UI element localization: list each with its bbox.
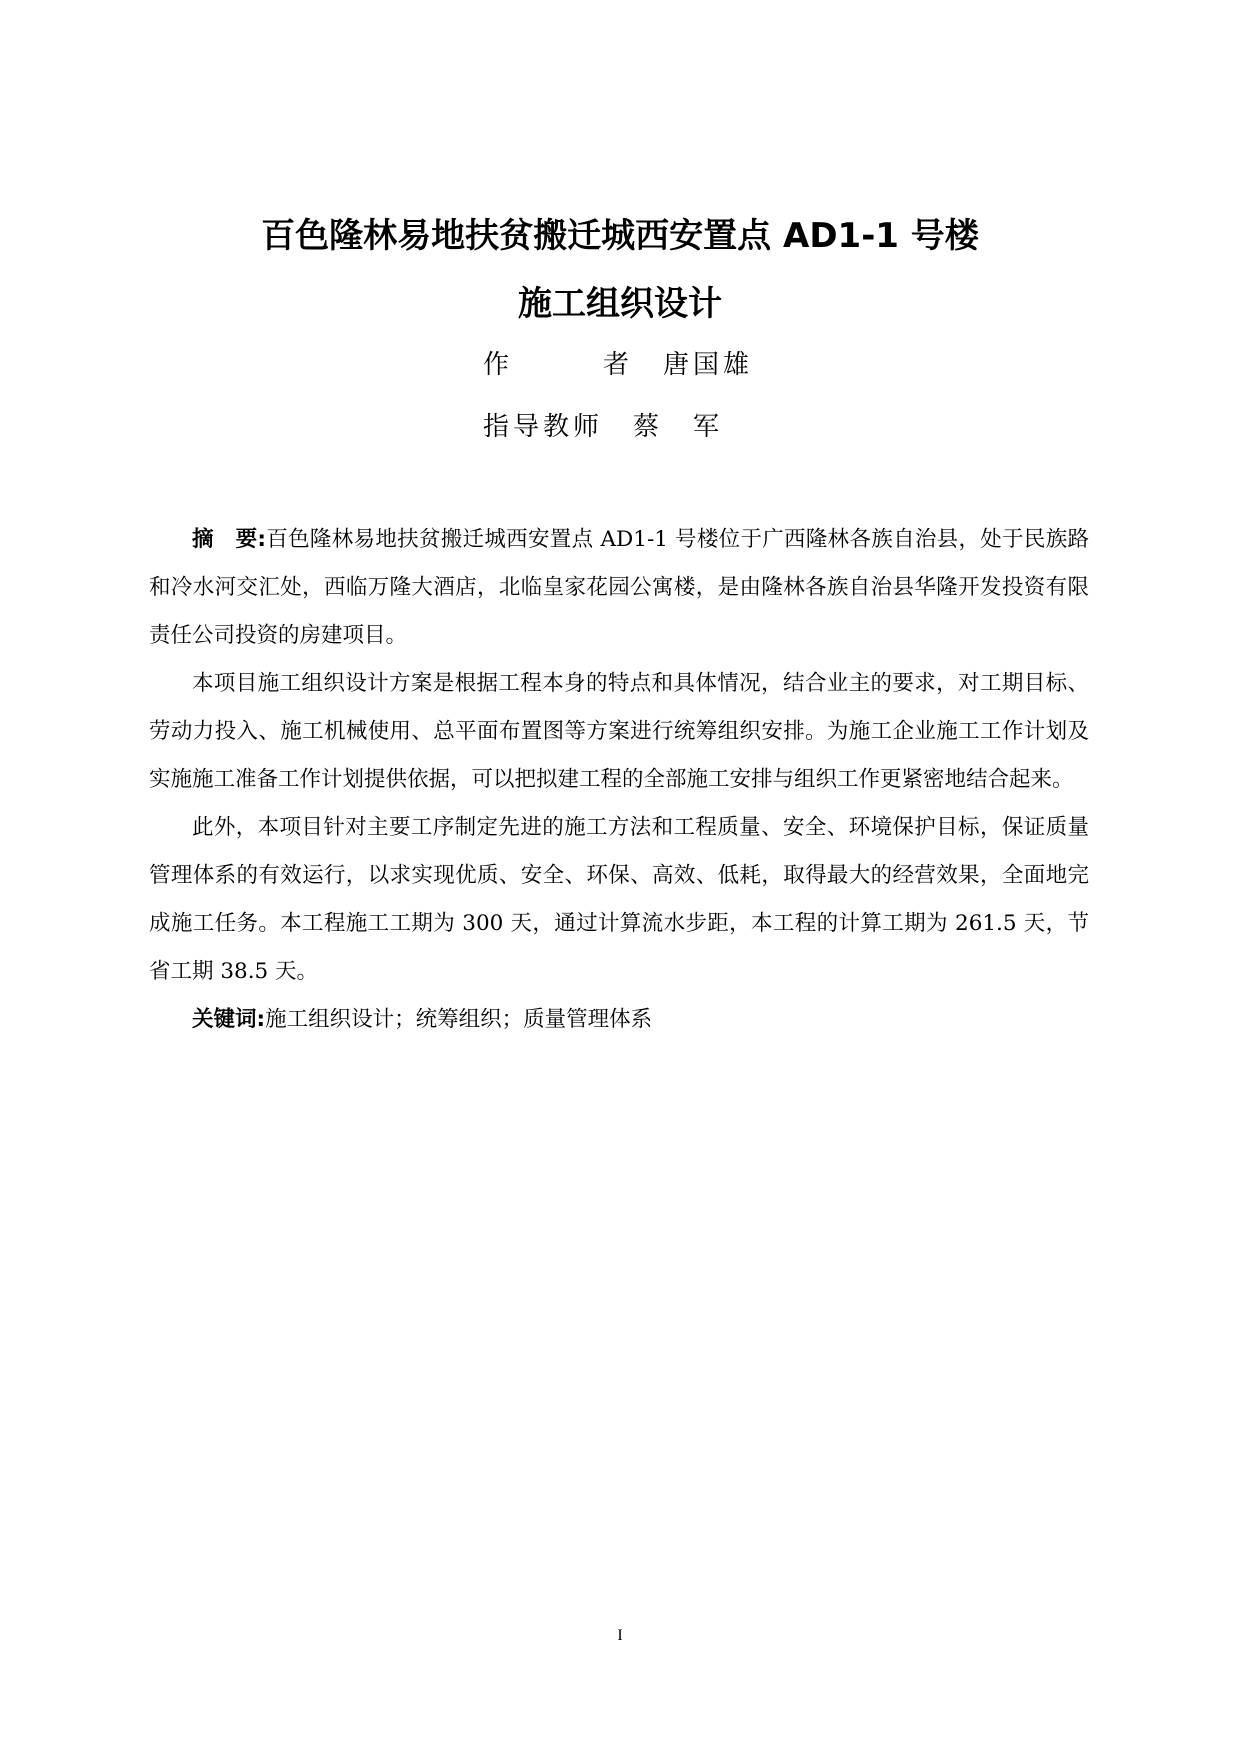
document-title-line2: 施工组织设计 — [518, 284, 722, 324]
author-label: 作 者 — [483, 350, 634, 380]
abstract-paragraph-1 — [149, 516, 1089, 660]
keywords-line — [149, 996, 1089, 1044]
abstract-section — [149, 516, 1089, 1044]
keywords-value: 施工组织设计；统筹组织；质量管理体系 — [265, 1007, 653, 1032]
abstract-paragraph-2: 本项目施工组织设计方案是根据工程本身的特点和具体情况，结合业主的要求，对工期目标、劳动力投入、施工机械使用、总平面布置图等方案进行统筹组织安排。为施工企业施工工作计划及实施施工准备工作计划提供依据，可以把拟建工程的全部施工安排与组织工作更紧密地结合起来。 — [149, 671, 1089, 792]
document-title-line1: 百色隆林易地扶贫搬迁城西安置点 AD1-1 号楼 — [261, 216, 979, 256]
advisor-line — [483, 406, 723, 443]
author-name: 唐国雄 — [663, 350, 754, 380]
advisor-label: 指导教师 — [483, 412, 604, 442]
abstract-label: 摘 要: — [192, 527, 267, 552]
keywords-label: 关键词: — [192, 1007, 266, 1032]
abstract-paragraph-3: 此外，本项目针对主要工序制定先进的施工方法和工程质量、安全、环境保护目标，保证质量管理体系的有效运行，以求实现优质、安全、环保、高效、低耗，取得最大的经营效果，全面地完成施工任务。本工程施工工期为 300 天，通过计算流水步距，本工程的计算工期为 261.5 天，节省工期 38.5 天。 — [149, 815, 1089, 984]
page-number: I — [617, 1627, 623, 1644]
advisor-name: 蔡 军 — [633, 412, 724, 442]
abstract-text-1: 百色隆林易地扶贫搬迁城西安置点 AD1-1 号楼位于广西隆林各族自治县，处于民族路和冷水河交汇处，西临万隆大酒店，北临皇家花园公寓楼，是由隆林各族自治县华隆开发投资有限责任公司投资的房建项目。 — [149, 527, 1089, 648]
author-line — [483, 344, 753, 381]
